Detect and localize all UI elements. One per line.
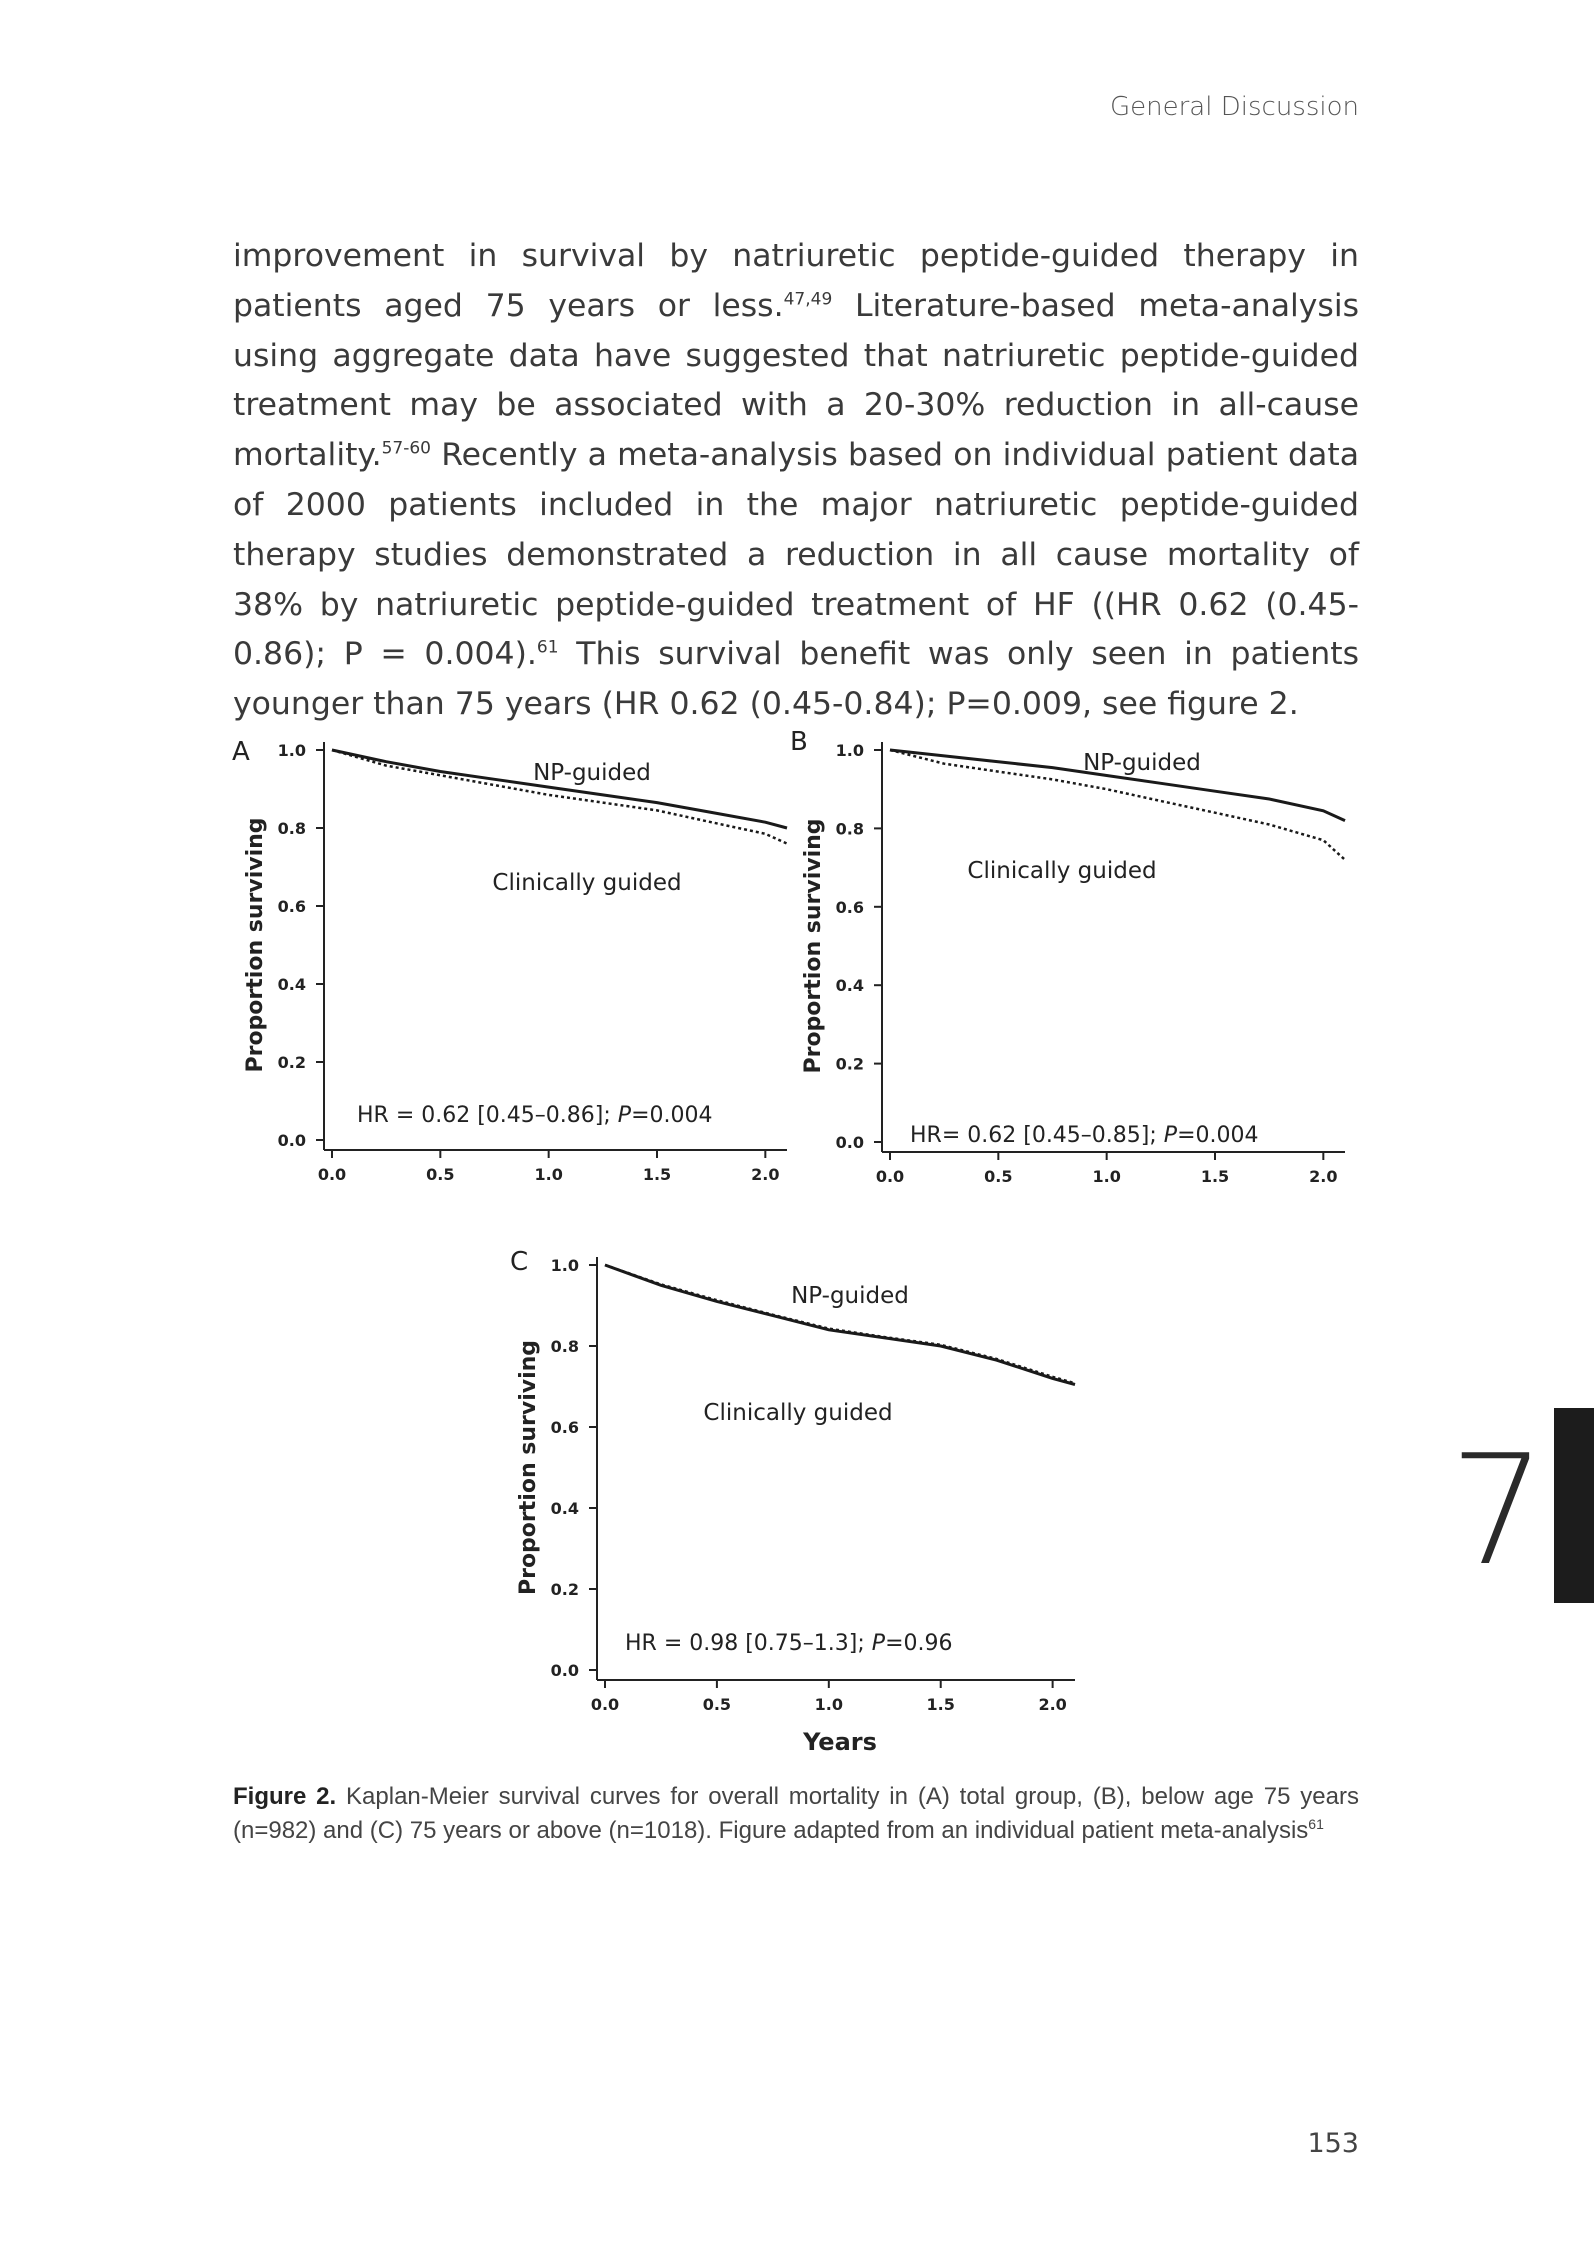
y-tick-label: 0.2 xyxy=(277,1053,306,1072)
x-tick-label: 1.0 xyxy=(814,1695,843,1714)
hr-p-value: =0.96 xyxy=(885,1631,953,1656)
hr-p-symbol: P xyxy=(617,1103,632,1128)
y-tick-label: 0.6 xyxy=(835,897,864,917)
x-tick-label: 0.5 xyxy=(426,1165,455,1184)
x-tick-label: 0.0 xyxy=(875,1167,905,1186)
body-paragraph xyxy=(233,232,1359,730)
y-axis-label: Proportion surviving xyxy=(243,817,268,1073)
y-tick-label: 0.0 xyxy=(550,1661,579,1680)
caption-text: Kaplan-Meier survival curves for overall mortality in (A) total group, (B), below age 75 years (n=982) and (C) 75 years or above (n=1018). Figure adapted from an individual patient meta-analysis xyxy=(233,1783,1359,1844)
np-guided-label: NP-guided xyxy=(1083,750,1201,776)
km-chart-panel-b xyxy=(790,710,1350,1200)
body-text-span: Literature-based meta-analysis using aggregate data have suggested that natriuretic peptide-guided treatment may be associated with a 20-30% reduction in all-cause mortality. xyxy=(233,287,1359,474)
clinically-guided-curve xyxy=(890,750,1345,860)
panel-letter: B xyxy=(790,727,808,757)
km-chart-panel-a xyxy=(232,720,792,1200)
hr-p-value: =0.004 xyxy=(631,1103,713,1128)
body-text-span: improvement in survival by natriuretic peptide-guided therapy in patients aged 75 years or less. xyxy=(233,238,1359,324)
body-text-span: Recently a meta-analysis based on individual patient data of 2000 patients included in the major natriuretic peptide-guided therapy studies demonstrated a reduction in all cause mortality of 38% by natriuretic peptide-guided treatment of HF ((HR 0.62 (0.45-0.86); P = 0.004). xyxy=(233,437,1359,673)
citation-superscript: 61 xyxy=(536,637,559,658)
y-tick-label: 0.4 xyxy=(550,1499,579,1518)
hazard-ratio-annotation xyxy=(625,1631,952,1656)
hazard-ratio-annotation xyxy=(910,1123,1258,1148)
chapter-number: 7 xyxy=(1449,1422,1546,1599)
panel-letter: A xyxy=(232,737,250,767)
y-tick-label: 1.0 xyxy=(835,741,864,760)
y-tick-label: 0.4 xyxy=(277,975,306,994)
clinically-guided-curve xyxy=(332,750,787,844)
y-tick-label: 0.6 xyxy=(277,897,306,916)
hr-p-symbol: P xyxy=(1163,1123,1178,1148)
y-tick-label: 0.8 xyxy=(835,819,864,839)
y-tick-label: 0.6 xyxy=(550,1418,579,1437)
x-tick-label: 0.5 xyxy=(984,1167,1013,1186)
x-tick-label: 2.0 xyxy=(1309,1167,1338,1186)
running-head: General Discussion xyxy=(1110,92,1359,122)
y-tick-label: 0.0 xyxy=(277,1131,306,1150)
x-tick-label: 1.0 xyxy=(534,1165,563,1184)
y-axis-label: Proportion surviving xyxy=(801,818,826,1074)
y-tick-label: 0.2 xyxy=(550,1580,579,1599)
y-tick-label: 0.2 xyxy=(835,1054,864,1074)
citation-superscript: 47,49 xyxy=(783,289,833,310)
body-text-span: This survival benefit was only seen in patients younger than 75 years (HR 0.62 (0.45-0.84); P=0.009, see figure 2. xyxy=(233,636,1360,723)
y-tick-label: 1.0 xyxy=(277,741,306,760)
x-tick-label: 0.0 xyxy=(590,1695,620,1714)
panel-letter: C xyxy=(510,1247,529,1277)
np-guided-curve xyxy=(890,750,1345,821)
x-tick-label: 1.0 xyxy=(1092,1167,1121,1186)
y-tick-label: 0.4 xyxy=(835,976,864,996)
clinically-guided-label: Clinically guided xyxy=(492,870,682,896)
np-guided-label: NP-guided xyxy=(791,1283,909,1309)
hr-p-symbol: P xyxy=(871,1631,886,1656)
x-tick-label: 1.5 xyxy=(926,1695,955,1714)
x-tick-label: 0.0 xyxy=(317,1165,347,1184)
np-guided-curve xyxy=(605,1265,1075,1385)
x-tick-label: 1.5 xyxy=(1200,1167,1230,1186)
x-axis-label: Years xyxy=(803,1728,877,1756)
y-tick-label: 0.8 xyxy=(550,1337,579,1356)
km-chart-panel-c xyxy=(510,1230,1080,1770)
page-number: 153 xyxy=(1307,2128,1359,2159)
citation-superscript: 57-60 xyxy=(381,438,431,459)
x-tick-label: 0.5 xyxy=(702,1695,732,1714)
clinically-guided-label: Clinically guided xyxy=(703,1400,893,1426)
chapter-tab xyxy=(1554,1408,1594,1603)
x-tick-label: 2.0 xyxy=(751,1165,780,1184)
hr-p-value: =0.004 xyxy=(1177,1123,1259,1148)
clinically-guided-label: Clinically guided xyxy=(967,858,1157,884)
caption-label: Figure 2. xyxy=(233,1783,337,1810)
hazard-ratio-annotation xyxy=(357,1103,712,1128)
np-guided-curve xyxy=(332,750,787,828)
caption-citation: 61 xyxy=(1308,1816,1324,1832)
hr-text: HR = 0.98 [0.75–1.3]; xyxy=(625,1631,872,1656)
y-axis-label: Proportion surviving xyxy=(516,1339,541,1596)
hr-text: HR = 0.62 [0.45–0.86]; xyxy=(357,1103,618,1128)
hr-text: HR= 0.62 [0.45–0.85]; xyxy=(910,1123,1164,1148)
clinically-guided-curve xyxy=(605,1265,1075,1383)
y-tick-label: 0.0 xyxy=(835,1133,864,1152)
x-tick-label: 1.5 xyxy=(642,1165,672,1184)
x-tick-label: 2.0 xyxy=(1038,1695,1067,1714)
np-guided-label: NP-guided xyxy=(533,760,651,786)
y-tick-label: 1.0 xyxy=(550,1256,579,1275)
figure-caption xyxy=(233,1780,1359,1848)
y-tick-label: 0.8 xyxy=(277,819,306,838)
